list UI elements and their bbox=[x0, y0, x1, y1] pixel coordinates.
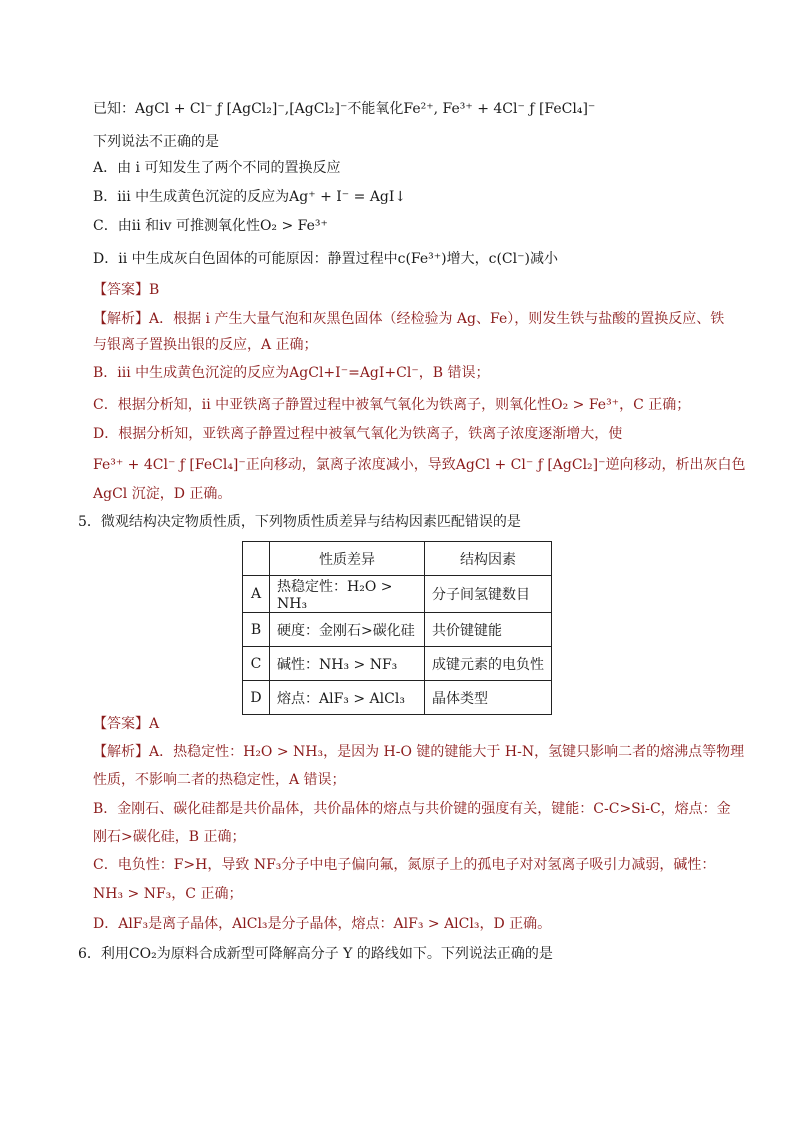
q5-analysis-line-3: B．金刚石、碳化硅都是共价晶体，共价晶体的熔点与共价键的强度有关，键能：C-C>Si-C，熔点：金 bbox=[93, 801, 731, 817]
known-conditions-line bbox=[93, 99, 595, 119]
table-cell-property: 热稳定性：H₂O > NH₃ bbox=[270, 576, 425, 613]
q5-analysis-line-6: NH₃ > NF₃，C 正确； bbox=[93, 886, 243, 902]
table-cell-factor: 晶体类型 bbox=[425, 681, 552, 715]
table-header-row bbox=[243, 542, 552, 576]
known-prefix: 已知： bbox=[93, 101, 135, 117]
q5-analysis-line-1 bbox=[93, 742, 744, 762]
q4-analysis-line-1 bbox=[93, 309, 724, 329]
table-cell-factor: 成键元素的电负性 bbox=[425, 647, 552, 681]
q4-analysis-line-4: C．根据分析知，ii 中亚铁离子静置过程中被氧气氧化为铁离子，则氧化性O₂ > Fe³⁺，C 正确； bbox=[93, 397, 691, 413]
q5-answer-label: 【答案】 bbox=[93, 716, 149, 732]
table-cell-label: C bbox=[243, 647, 270, 681]
q5-answer bbox=[93, 714, 159, 734]
table-row bbox=[243, 613, 552, 647]
q4-analysis-label: 【解析】 bbox=[93, 311, 149, 327]
known-equation-1: AgCl + Cl⁻ ƒ [AgCl₂]⁻ bbox=[135, 101, 285, 117]
table-cell-property: 熔点：AlF₃ > AlCl₃ bbox=[270, 681, 425, 715]
q5-analysis-label: 【解析】 bbox=[93, 744, 149, 760]
known-equation-2: Fe³⁺ + 4Cl⁻ ƒ [FeCl₄]⁻ bbox=[442, 101, 596, 117]
q4-answer-label: 【答案】 bbox=[93, 282, 149, 298]
table-cell-label: D bbox=[243, 681, 270, 715]
q4-option-d: D．ii 中生成灰白色固体的可能原因：静置过程中c(Fe³⁺)增大，c(Cl⁻)减小 bbox=[93, 251, 558, 267]
q4-analysis-line-2: 与银离子置换出银的反应，A 正确； bbox=[93, 337, 318, 353]
table-row bbox=[243, 576, 552, 613]
q4-option-b: B．iii 中生成黄色沉淀的反应为Ag⁺ + I⁻ = AgI↓ bbox=[93, 189, 407, 205]
q4-option-c: C．由ii 和iv 可推测氧化性O₂ > Fe³⁺ bbox=[93, 218, 328, 234]
q4-question: 下列说法不正确的是 bbox=[93, 134, 219, 150]
q5-analysis-line-2: 性质，不影响二者的热稳定性，A 错误； bbox=[93, 772, 346, 788]
q4-analysis-text: A．根据 i 产生大量气泡和灰黑色固体（经检验为 Ag、Fe），则发生铁与盐酸的置换反应、铁 bbox=[149, 311, 725, 327]
table-cell-factor: 分子间氢键数目 bbox=[425, 576, 552, 613]
table-cell-property: 硬度：金刚石>碳化硅 bbox=[270, 613, 425, 647]
q4-analysis-line-3: B．iii 中生成黄色沉淀的反应为AgCl+I⁻=AgI+Cl⁻，B 错误； bbox=[93, 365, 490, 381]
table-row bbox=[243, 647, 552, 681]
q4-analysis-line-5: D．根据分析知，亚铁离子静置过程中被氧气氧化为铁离子，铁离子浓度逐渐增大，使 bbox=[93, 426, 623, 442]
q4-option-a: A．由 i 可知发生了两个不同的置换反应 bbox=[93, 160, 341, 176]
q5-analysis-line-7: D．AlF₃是离子晶体，AlCl₃是分子晶体，熔点：AlF₃ > AlCl₃，D 正确。 bbox=[93, 916, 552, 932]
table-header-cell: 性质差异 bbox=[270, 542, 425, 576]
q5-table bbox=[242, 541, 552, 715]
table-cell-label: A bbox=[243, 576, 270, 613]
known-note: ,[AgCl₂]⁻不能氧化Fe²⁺ bbox=[284, 101, 434, 117]
q4-analysis-line-6: Fe³⁺ + 4Cl⁻ ƒ [FeCl₄]⁻正向移动，氯离子浓度减小，导致AgCl + Cl⁻ ƒ [AgCl₂]⁻逆向移动，析出灰白色 bbox=[93, 457, 746, 473]
table-header-cell: 结构因素 bbox=[425, 542, 552, 576]
table-cell-factor: 共价键键能 bbox=[425, 613, 552, 647]
q5-question: 5．微观结构决定物质性质，下列物质性质差异与结构因素匹配错误的是 bbox=[78, 514, 521, 530]
q5-analysis-text: A．热稳定性：H₂O > NH₃，是因为 H-O 键的键能大于 H-N，氢键只影响二者的熔沸点等物理 bbox=[149, 744, 745, 760]
known-separator: , bbox=[433, 101, 439, 117]
table-cell-property: 碱性：NH₃ > NF₃ bbox=[270, 647, 425, 681]
table-cell-label: B bbox=[243, 613, 270, 647]
q5-analysis-line-4: 刚石>碳化硅，B 正确； bbox=[93, 829, 246, 845]
q4-answer bbox=[93, 280, 159, 300]
q5-analysis-line-5: C．电负性：F>H，导致 NF₃分子中电子偏向氟，氮原子上的孤电子对对氢离子吸引力减弱，碱性： bbox=[93, 857, 716, 873]
q4-answer-value: B bbox=[149, 282, 160, 298]
q6-question: 6．利用CO₂为原料合成新型可降解高分子 Y 的路线如下。下列说法正确的是 bbox=[78, 946, 553, 962]
table-header-cell bbox=[243, 542, 270, 576]
q5-answer-value: A bbox=[149, 716, 160, 732]
table-row bbox=[243, 681, 552, 715]
q4-analysis-line-7: AgCl 沉淀，D 正确。 bbox=[93, 486, 232, 502]
